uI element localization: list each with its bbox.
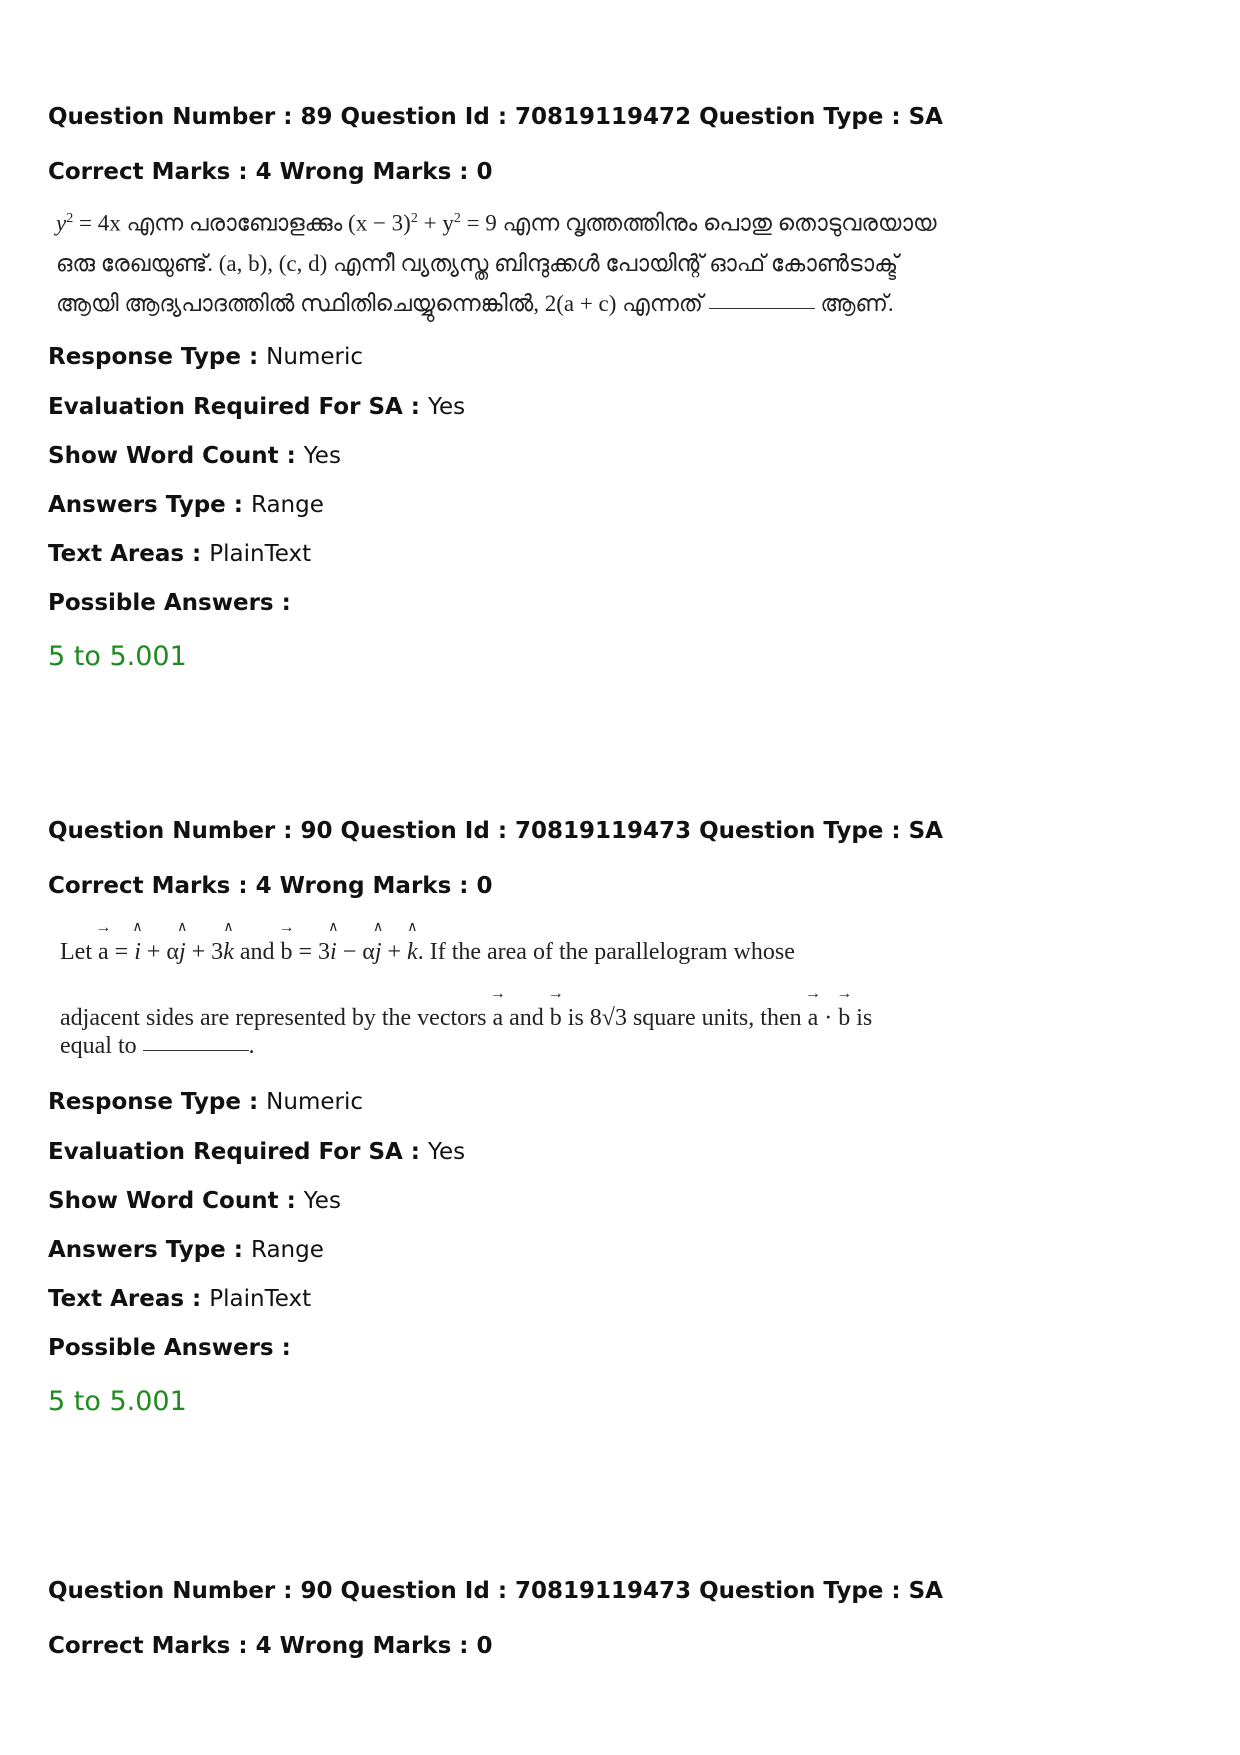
qn-value: 90 [300, 1578, 333, 1604]
wrong-marks-value: 0 [476, 159, 493, 185]
field-list [48, 342, 1198, 674]
question-header [48, 816, 1198, 846]
qtext-fragment: adjacent sides are represented by the vectors [60, 1005, 493, 1031]
qtext-fragment: and [233, 939, 281, 965]
wrong-marks-label: Wrong Marks : [271, 1633, 477, 1659]
marks-line [48, 1631, 1198, 1661]
qtext-fragment: Let [60, 939, 98, 965]
field-label: Possible Answers : [48, 589, 291, 616]
qtext-fragment: y [56, 210, 67, 236]
qt-value: SA [908, 1578, 943, 1604]
wrong-marks-value: 0 [476, 1633, 493, 1659]
unit-vector-k: ∧ k [407, 931, 418, 966]
qt-value: SA [908, 818, 943, 844]
wrong-marks-value: 0 [476, 873, 493, 899]
correct-marks-label: Correct Marks : [48, 159, 256, 185]
qtext-fragment: ആയി ആദ്യപാദത്തിൽ സ്ഥിതിചെയ്യുന്നെങ്കിൽ, 2(a + c) എന്നത് [56, 290, 709, 316]
field-label: Response Type : [48, 1089, 267, 1115]
field-label: Show Word Count : [48, 1188, 304, 1214]
qtext-fragment: 2 [410, 211, 418, 226]
field-value: PlainText [209, 540, 312, 567]
question-block-90 [48, 816, 1198, 1419]
question-line-2 [60, 997, 1198, 1033]
field-value: Range [250, 491, 324, 518]
qtext-fragment: + 3 [185, 939, 224, 965]
field-label: Response Type : [48, 343, 267, 370]
qtext-fragment: + α [140, 939, 179, 965]
field-label: Possible Answers : [48, 1335, 291, 1361]
field-label: Answers Type : [48, 1237, 251, 1263]
qtext-fragment: 2 [453, 211, 461, 226]
correct-marks-value: 4 [255, 159, 272, 185]
qtext-fragment: − α [336, 939, 375, 965]
question-line-2: ഒരു രേഖയുണ്ട്. (a, b), (c, d) എന്നീ വ്യത്യസ്ത ബിന്ദുക്കൾ പോയിന്റ് ഓഫ് കോൺടാക്ട് [56, 250, 899, 276]
vector-b: → b [838, 997, 850, 1032]
field-value: Range [250, 1237, 324, 1263]
qn-value: 89 [300, 104, 333, 130]
qtext-fragment: is [850, 1005, 873, 1031]
qtext-fragment: = 3 [292, 939, 331, 965]
wrong-marks-label: Wrong Marks : [271, 159, 477, 185]
qid-label: Question Id : [332, 818, 516, 844]
question-block-90-continued [48, 1576, 1198, 1661]
qtext-fragment: · [818, 1005, 839, 1031]
qn-label: Question Number : [48, 818, 301, 844]
qtext-fragment: = [108, 939, 135, 965]
field-response-type [48, 342, 1198, 372]
question-line-3 [60, 1033, 1198, 1065]
qn-value: 90 [300, 818, 333, 844]
field-answers-type [48, 1235, 1198, 1265]
field-label: Evaluation Required For SA : [48, 393, 429, 420]
field-label: Answers Type : [48, 491, 251, 518]
qid-label: Question Id : [332, 1578, 516, 1604]
qtext-fragment: . If the area of the parallelogram whose [417, 939, 795, 965]
qid-value: 70819119473 [515, 818, 692, 844]
qid-value: 70819119473 [515, 1578, 692, 1604]
qtext-fragment: is 8√3 square units, then [561, 1005, 808, 1031]
qtext-fragment: . [248, 1033, 255, 1059]
possible-answer-value: 5 to 5.001 [48, 1386, 187, 1417]
vector-a: → a [98, 931, 109, 966]
answer-blank [709, 307, 815, 309]
field-show-word-count [48, 441, 1198, 471]
unit-vector-j: ∧ j [375, 931, 382, 966]
correct-marks-value: 4 [255, 1633, 272, 1659]
field-value: Yes [428, 1139, 466, 1165]
field-value: Yes [428, 393, 466, 420]
field-text-areas [48, 1284, 1198, 1314]
field-evaluation-required [48, 1137, 1198, 1167]
answer-blank [143, 1049, 249, 1051]
unit-vector-k: ∧ k [223, 931, 234, 966]
question-line-1 [60, 931, 1198, 975]
vector-a: → a [808, 997, 819, 1032]
question-header [48, 102, 1198, 132]
marks-line [48, 157, 1198, 187]
question-text [48, 199, 1198, 324]
unit-vector-j: ∧ j [179, 931, 186, 966]
field-possible-answers [48, 1333, 1198, 1363]
field-value: PlainText [209, 1286, 312, 1312]
qtext-fragment: + [381, 939, 408, 965]
qid-label: Question Id : [332, 104, 516, 130]
qtext-fragment: + y [417, 210, 454, 236]
field-label: Evaluation Required For SA : [48, 1139, 429, 1165]
question-text [48, 931, 1198, 1065]
question-header [48, 1576, 1198, 1606]
qt-value: SA [908, 104, 943, 130]
qn-label: Question Number : [48, 1578, 301, 1604]
qtext-fragment: and [503, 1005, 550, 1031]
field-label: Text Areas : [48, 540, 210, 567]
wrong-marks-label: Wrong Marks : [271, 873, 477, 899]
vector-a: → a [492, 997, 503, 1032]
field-value: Yes [303, 442, 341, 469]
question-line-1 [56, 199, 1198, 244]
field-value: Yes [303, 1188, 341, 1214]
field-value: Numeric [266, 343, 364, 370]
qtext-fragment: = 9 എന്ന വൃത്തത്തിനും പൊതു തൊടുവരയായ [460, 210, 937, 236]
field-answers-type [48, 490, 1198, 520]
qtext-fragment: 2 [66, 211, 74, 226]
marks-line [48, 871, 1198, 901]
qn-label: Question Number : [48, 104, 301, 130]
qt-label: Question Type : [691, 104, 909, 130]
correct-marks-label: Correct Marks : [48, 1633, 256, 1659]
field-possible-answers [48, 588, 1198, 618]
field-show-word-count [48, 1186, 1198, 1216]
vector-b: → b [281, 931, 293, 966]
qtext-fragment: ആണ്. [814, 290, 894, 316]
qtext-fragment: = 4x എന്ന പരാബോളക്കും (x − 3) [73, 210, 411, 236]
field-evaluation-required [48, 392, 1198, 422]
question-line-3 [56, 284, 1198, 324]
qt-label: Question Type : [691, 1578, 909, 1604]
field-text-areas [48, 539, 1198, 569]
unit-vector-i: ∧ i [134, 931, 141, 966]
field-label: Show Word Count : [48, 442, 304, 469]
field-list [48, 1087, 1198, 1419]
qtext-fragment: equal to [60, 1033, 143, 1059]
vector-b: → b [550, 997, 562, 1032]
qid-value: 70819119472 [515, 104, 692, 130]
field-label: Text Areas : [48, 1286, 210, 1312]
question-block-89 [48, 102, 1198, 674]
field-value: Numeric [266, 1089, 364, 1115]
unit-vector-i: ∧ i [330, 931, 337, 966]
possible-answer-value: 5 to 5.001 [48, 640, 187, 672]
correct-marks-label: Correct Marks : [48, 873, 256, 899]
qt-label: Question Type : [691, 818, 909, 844]
correct-marks-value: 4 [255, 873, 272, 899]
field-response-type [48, 1087, 1198, 1117]
